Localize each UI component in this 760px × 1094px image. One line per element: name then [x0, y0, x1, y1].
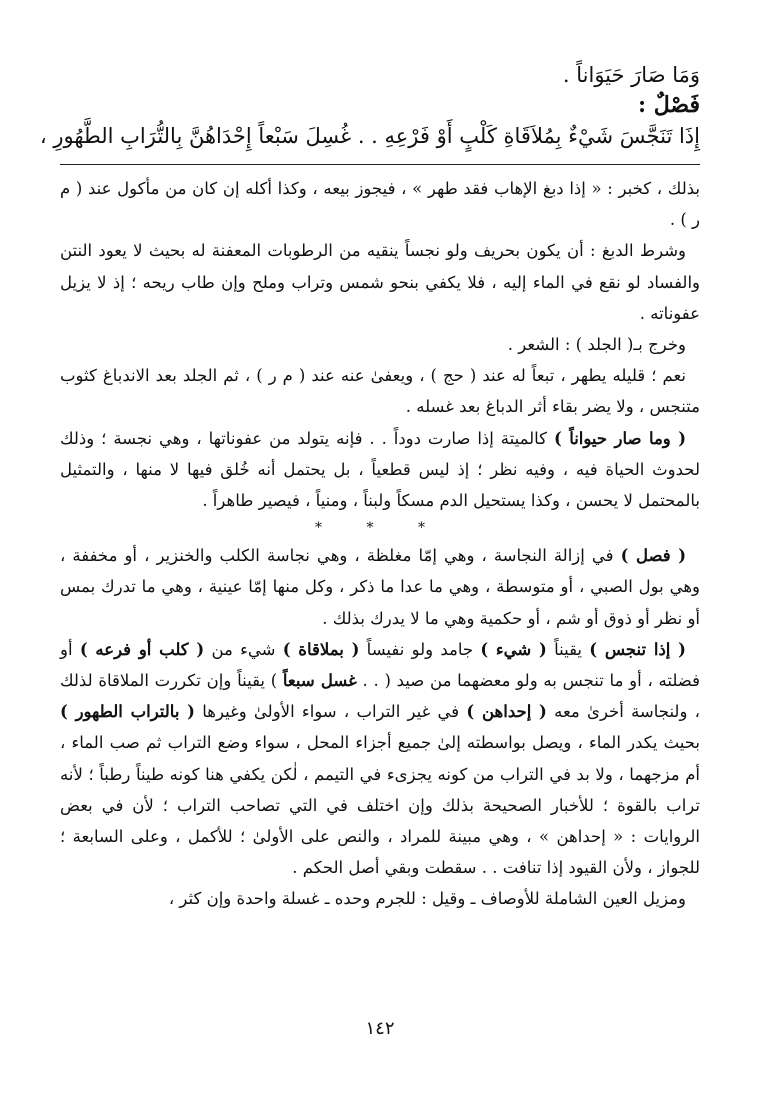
commentary-paragraph-5	[60, 423, 700, 517]
commentary-text: أو فضلته ، أو ما تنجس به ولو معضهما من صيد ( . .	[60, 639, 700, 691]
quoted-matn: ( إذا تنجس )	[589, 639, 686, 659]
quoted-matn: ( بملاقاة )	[282, 639, 360, 659]
commentary-paragraph-4: نعم ؛ قليله يطهر ، تبعاً له عند ( حج ) ، ويعفىٰ عنه عند ( م ر ) ، ثم الجلد بعد الاندباغ كثوب متنجس ، ولا يضر بقاء أثر الدباغ بعد غسله .	[60, 366, 700, 417]
quoted-matn: ( شيء )	[480, 639, 547, 659]
commentary-text: بحيث يكدر الماء ، ويصل بواسطته إلىٰ جميع أجزاء المحل ، سواء وضع التراب ثم صب الماء ، أم مزجهما ، ولا بد في التراب من كونه يجزىء في التيمم ، لٰكن يكفي هنا كونه طيناً رطباً ؛ لأنه تراب بالقوة ؛ للأخبار الصحيحة بذلك وإن اختلف في التي تصاحب التراب ؛ لأن في بعض الروايات : « إحداهن » ، وهي مبينة للمراد ، والنص على الأولىٰ ؛ للأكمل ، وعلى السابعة ؛ للجواز ، ولأن القيود إذا تنافت . . سقطت وبقي أصل الحكم .	[60, 733, 700, 878]
chapter-heading: فَصْلٌ :	[637, 92, 700, 118]
commentary-paragraph-1: بذلك ، كخبر : « إذا دبغ الإهاب فقد طهر » ، فيجوز بيعه ، وكذا أكله إن كان من مأكول عند ( م ر ) .	[60, 179, 700, 230]
commentary-paragraph-8: ومزيل العين الشاملة للأوصاف ـ وقيل : للجرم وحده ـ غسلة واحدة وإن كثر ،	[168, 889, 686, 909]
quoted-matn: ( بالتراب الطهور )	[60, 702, 195, 722]
quoted-matn: غسل سبعاً	[282, 671, 357, 691]
commentary-paragraph-3: وخرج بـ( الجلد ) : الشعر .	[507, 335, 686, 355]
commentary-text: في إزالة النجاسة ، وهي إمّا مغلظة ، وهي نجاسة الكلب والخنزير ، أو مخففة ، وهي بول الصبي ، أو متوسطة ، وهي ما عدا ما ذكر ، وكل منها إمّا عينية ، وهي ما تدرك بمس أو نظر أو ذوق أو شم ، أو حكمية وهي ما لا يدرك بذلك .	[60, 546, 700, 628]
section-divider-stars: * * *	[315, 520, 445, 537]
commentary-text: شيء من	[204, 639, 283, 659]
matn-line-1: وَمَا صَارَ حَيَوَاناً .	[562, 63, 700, 87]
commentary-text: يقيناً	[546, 639, 590, 659]
page-body	[39, 60, 700, 915]
separator-rule	[60, 164, 700, 165]
commentary-text: جامد ولو نفيساً	[359, 639, 481, 659]
quoted-matn: ( فصل )	[620, 546, 687, 566]
page-number: ١٤٢	[365, 1018, 395, 1039]
commentary-paragraph-7	[60, 634, 700, 884]
matn-line-3: إِذَا تَنَجَّسَ شَيْءٌ بِمُلاَقَاةِ كَلْبٍ أَوْ فَرْعِهِ . . غُسِلَ سَبْعاً إِحْدَاهُنَّ بِالتُّرَابِ الطَّهُورِ ،	[39, 124, 700, 148]
quoted-matn: ( وما صار حيواناً )	[553, 428, 686, 448]
commentary-text: ) يقيناً وإن تكررت الملاقاة لذلك ، ولنجاسة أخرىٰ معه	[60, 671, 700, 722]
commentary-paragraph-2: وشرط الدبغ : أن يكون بحريف ولو نجساً ينقيه من الرطوبات المعفنة له بحيث لا يعود النتن والفساد لو نقع في الماء إليه ، فلا يكفي بنحو شمس وتراب وملح وإن طاب ريحه ؛ إذ لا يزيل عفوناته .	[60, 241, 700, 323]
commentary-text: كالميتة إذا صارت دوداً . . فإنه يتولد من عفوناتها ، وهي نجسة ؛ وذلك لحدوث الحياة فيه ، وفيه نظر ؛ إذ ليس قطعياً ، بل يحتمل أنه خُلق فيها لا منها ، والتمثيل بالمحتمل لا يحسن ، وكذا يستحيل الدم مسكاً ولبناً ، ومنياً ، فيصير طاهراً .	[60, 428, 700, 511]
commentary	[60, 173, 700, 915]
quoted-matn: ( إحداهن )	[466, 702, 547, 722]
quoted-matn: ( كلب أو فرعه )	[79, 639, 205, 659]
commentary-text: في غير التراب ، سواء الأولىٰ وغيرها	[195, 702, 467, 722]
commentary-paragraph-6	[60, 540, 700, 634]
